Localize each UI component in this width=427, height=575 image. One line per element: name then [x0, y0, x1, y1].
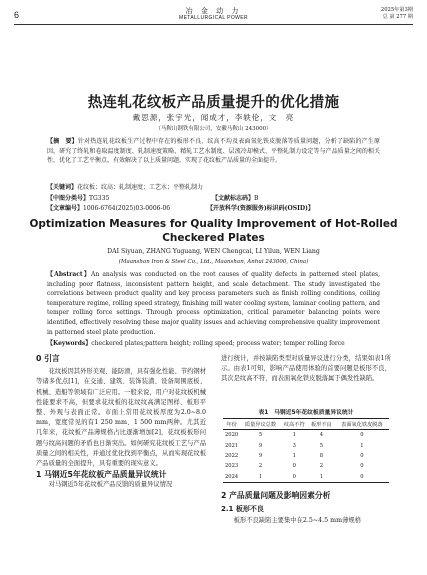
table-cell: 1	[360, 442, 364, 449]
table-cell: 0	[360, 463, 364, 470]
osid-label: 【开放科学(资源服务)标识码(OSID)】	[207, 205, 314, 212]
journal-name-en: METALLURGICAL POWER	[179, 15, 248, 21]
table-cell: 2022	[225, 453, 239, 460]
section-0-heading: 0 引言	[36, 354, 60, 363]
section-0-text: 花纹板因其外形美观、能防滑，具有强化性能、节约钢材等诸多优点[1]，在交通、建筑、装饰装潢、设备周围底板、机械、造船等领域有广泛应用。一般来说，用户对花纹板机械性能要求不高，但要求花纹板的花纹纹高满足图样、板形平整、外观与表面正常。市面上常用花纹板厚度为2.0~8.0 mm，宽度常见的有1 250 mm、1 500 mm两种。尤其近几年来，花纹板产品薄规格占比逐渐增加[2]，花纹板板形问题与纹高问题的矛盾也日渐突出。如何研究花纹板工艺与产品质量之间的相关性，并通过优化找到平衡点，从而实现花纹板产品质量的全面提升，具有重要的现实意义。	[36, 368, 207, 468]
table-cell: 9	[258, 442, 263, 449]
table-cell: 2023	[225, 463, 239, 470]
table-cell: 9	[258, 453, 263, 460]
table-row	[223, 451, 389, 461]
document-code-value: B	[254, 195, 259, 202]
keywords-cn-text: 花纹板；纹高；轧制速度；工艺水；平整轧制力	[77, 184, 204, 191]
table-cell: 2024	[223, 471, 240, 482]
table-row	[223, 461, 389, 471]
section-1-heading: 1 马钢近5年花纹板产品质量异议统计	[36, 470, 167, 480]
document-code-label: 【文献标志码】	[212, 195, 255, 202]
table-cell: 5	[319, 442, 323, 449]
table-1	[223, 418, 389, 483]
abstract-en	[47, 270, 380, 337]
authors-en: DAI Siyuan, ZHANG Yuguang, WEN Chengcai, LI Yilun, WEN Liang	[107, 248, 320, 255]
table-cell: 8	[319, 453, 323, 460]
keywords-en-label: 【Keywords】	[47, 340, 92, 347]
document-code	[212, 193, 258, 202]
section-2-heading: 2 产品质量问题及影响因素分析	[221, 491, 331, 500]
table-row	[223, 441, 389, 451]
table-header-cell: 板形不良	[308, 419, 335, 430]
section-2-1-text: 板形不良缺陷主要集中在2.5~4.5 mm薄规格	[233, 517, 361, 525]
affiliation-en: (Maanshan Iron & Steel Co., Ltd., Maanshan, Anhui 243000, China)	[118, 259, 309, 265]
section-1-text: 对马钢近5年花纹板产品反馈的质量异议情况	[48, 481, 173, 489]
article-number-label: 【文章编号】	[47, 205, 84, 212]
table-cell: 2021	[225, 442, 239, 449]
table-header-cell: 年份	[223, 419, 240, 430]
table-header-cell: 纹高不符	[281, 419, 308, 430]
page-number: 6	[14, 10, 20, 20]
article-number-value: 1006-6764(2025)03-0006-06	[83, 205, 171, 212]
table-cell: 0	[360, 432, 364, 439]
clc-number	[47, 193, 109, 202]
issue-line-1: 2025年第3期	[380, 7, 413, 13]
table-cell: 5	[258, 432, 263, 439]
section-2-block	[221, 491, 391, 527]
clc-value: TG335	[89, 195, 110, 202]
table-cell: 0	[292, 463, 296, 470]
affiliation-cn: （马鞍山钢铁有限公司，安徽马鞍山 243000）	[155, 126, 272, 132]
abstract-en-text: An analysis was conducted on the root causes of quality defects in patterned steel plates, including poor flatness, inconsistent pattern height, and scale detachment. The study investigated the correlations between product quality and key process parameters such as finish rolling conditions, coiling temperature regime, rolling speed strategy, finishing mill water cooling system, laminar cooling pattern, and temper rolling force settings. Through process optimization, critical parameter balancing points were identified, effectively resolving these major quality issues and achieving comprehensive quality improvement in patterned steel plate production.	[47, 271, 380, 336]
table-header-row	[223, 419, 389, 430]
table-header-cell: 质量异议总数	[240, 419, 281, 430]
table-cell: 1	[292, 432, 296, 439]
right-column-intro: 进行统计，并按缺陷类型对质量异议进行分类，结果如表1所示。由表1可知，影响产品使用体验的首要问题是板形不良，其次是纹高不符，而表面氧化铁皮脱落属于偶发性缺陷。	[221, 355, 391, 383]
table-row	[223, 430, 389, 441]
abstract-cn-text: 针对热连轧花纹板生产过程中存在的板形不良、纹高不均及表面氧化铁皮脱落等质量问题，分析了缺陷的产生原因，研究了终轧和卷取温度制度、轧制速度策略、精轧工艺水制度、层流冷却模式、平整轧制力设定等与产品质量之间的相关性，优化了工艺平衡点，有效解决了以上质量问题，实现了花纹板产品质量的全面提升。	[47, 138, 380, 165]
journal-name-cn: 冶 金 动 力	[185, 7, 242, 15]
table-cell: 1	[308, 471, 335, 482]
osid-code	[207, 203, 314, 212]
keywords-cn-label: 【关键词】	[47, 184, 78, 191]
article-title-cn: 热连轧花纹板产品质量提升的优化措施	[87, 95, 340, 111]
keywords-cn	[47, 182, 380, 191]
table-cell: 1	[240, 471, 281, 482]
article-title-en: Optimization Measures for Quality Improvement of Hot-Rolled Checkered Plates	[29, 218, 398, 244]
table-1-title: 表1 马钢近5年花纹板质量异议统计	[258, 410, 354, 416]
issue-line-2: 总 第 277 期	[382, 14, 413, 20]
table-cell: 0	[360, 453, 364, 460]
abstract-cn-label: 【摘 要】	[47, 138, 78, 145]
header-rule	[14, 24, 413, 25]
authors-cn: 戴思源，张宇光，闻成才，李轶伦，文 亮	[132, 113, 295, 122]
article-number	[47, 203, 170, 212]
table-cell: 2	[258, 463, 263, 470]
keywords-en-text: checkered plates;pattern height; rolling speed; process water; temper rolling force	[91, 340, 345, 347]
table-cell: 0	[281, 471, 308, 482]
table-cell: 4	[319, 432, 323, 439]
abstract-cn	[47, 137, 380, 166]
keywords-en	[47, 338, 380, 347]
section-2-1-heading: 2.1 板形不良	[221, 505, 264, 514]
table-cell: 1	[292, 453, 296, 460]
table-cell: 0	[335, 471, 389, 482]
clc-label: 【中图分类号】	[47, 195, 90, 202]
table-row	[223, 471, 389, 482]
issue-info	[381, 7, 413, 21]
table-cell: 2020	[225, 432, 239, 439]
table-cell: 3	[292, 442, 296, 449]
abstract-en-label: 【Abstract】	[47, 271, 92, 278]
table-cell: 2	[319, 463, 323, 470]
left-column	[36, 354, 206, 491]
table-header-cell: 表面氧化铁皮脱落	[335, 419, 389, 430]
